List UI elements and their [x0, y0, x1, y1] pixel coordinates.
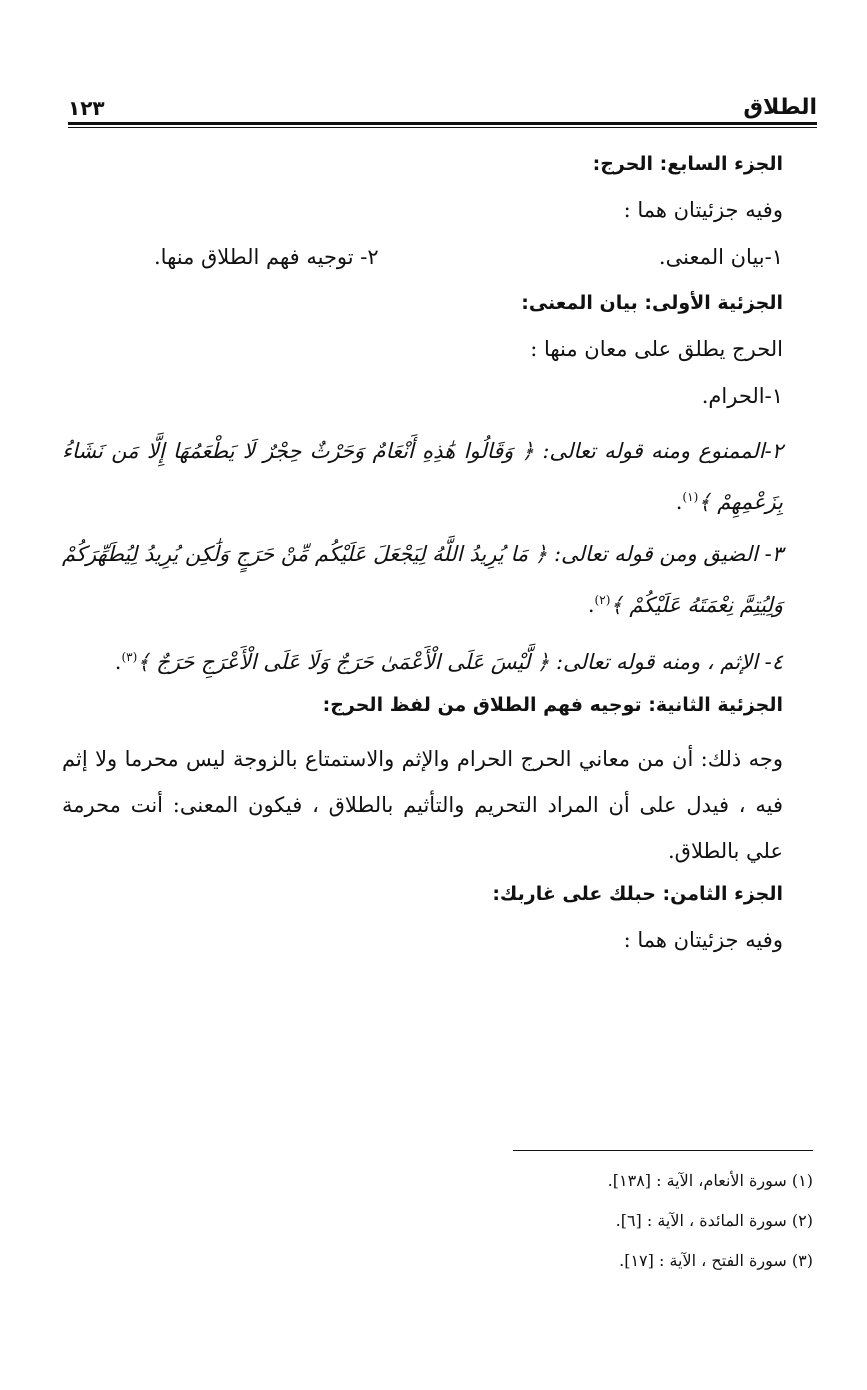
meaning-4-text: ٤- الإثم ، ومنه قوله تعالى: ﴿ لَّيْسَ عَلَى الْأَعْمَىٰ حَرَجٌ وَلَا عَلَى الْأَعْرَجِ حَرَجٌ ﴾ [137, 650, 783, 674]
footnote-2: (٢) سورة المائدة ، الآية : [٦]. [615, 1211, 813, 1230]
subsection-heading-2: الجزئية الثانية: توجيه فهم الطلاق من لفظ الحرج: [322, 694, 783, 716]
footnote-1: (١) سورة الأنعام، الآية : [١٣٨]. [607, 1171, 813, 1190]
subsection-heading-1: الجزئية الأولى: بيان المعنى: [521, 292, 783, 314]
intro-line: وفيه جزئيتان هما : [623, 198, 783, 222]
meaning-1: ١-الحرام. [701, 384, 783, 408]
main-text [62, 150, 783, 972]
list-item-1: ١-بيان المعنى. [658, 245, 783, 269]
meaning-4: ٤- الإثم ، ومنه قوله تعالى: ﴿ لَّيْسَ عَلَى الْأَعْمَىٰ حَرَجٌ وَلَا عَلَى الْأَعْرَجِ حَرَجٌ ﴾$^{(٣)}$. [114, 650, 783, 674]
section-heading-8: الجزء الثامن: حبلك على غاربك: [492, 883, 783, 905]
footnote-separator [513, 1150, 813, 1151]
footnote-ref-3: (٣) [121, 650, 138, 664]
meaning-3-text: ٣- الضيق ومن قوله تعالى: ﴿ مَا يُرِيدُ اللَّهُ لِيَجْعَلَ عَلَيْكُم مِّنْ حَرَجٍ وَلَٰكِن يُرِيدُ لِيُطَهِّرَكُمْ وَلِيُتِمَّ نِعْمَتَهُ عَلَيْكُمْ ﴾ [62, 542, 783, 617]
footnote-3: (٣) سورة الفتح ، الآية : [١٧]. [619, 1251, 813, 1270]
list-item-2: ٢- توجيه فهم الطلاق منها. [154, 245, 379, 269]
subsections-list [62, 242, 783, 272]
running-title: الطلاق [743, 95, 817, 120]
explanation-paragraph: وجه ذلك: أن من معاني الحرج الحرام والإثم والاستمتاع بالزوجة ليس محرما ولا إثم فيه ، فيدل على أن المراد التحريم والتأثيم بالطلاق ، فيكون المعنى: أنت محرمة علي بالطلاق. [62, 747, 783, 863]
meanings-intro: الحرج يطلق على معان منها : [530, 337, 783, 361]
header-rule-thin [68, 127, 817, 128]
section-heading-7: الجزء السابع: الحرج: [592, 153, 783, 175]
meaning-2-text: ٢-الممنوع ومنه قوله تعالى: ﴿ وَقَالُوا هَٰذِهِ أَنْعَامٌ وَحَرْثٌ حِجْرٌ لَا يَطْعَمُهَا إِلَّا مَن نَشَاءُ بِزَعْمِهِمْ ﴾ [62, 439, 783, 514]
meaning-2: ٢-الممنوع ومنه قوله تعالى: ﴿ وَقَالُوا هَٰذِهِ أَنْعَامٌ وَحَرْثٌ حِجْرٌ لَا يَطْعَمُهَا إِلَّا مَن نَشَاءُ بِزَعْمِهِمْ ﴾$^{(١)}$. [62, 439, 783, 514]
footnote-ref-1: (١) [682, 490, 699, 504]
page-header [68, 84, 817, 120]
footnotes [60, 1150, 813, 1289]
page-number: ١٢٣ [68, 96, 105, 120]
meaning-3: ٣- الضيق ومن قوله تعالى: ﴿ مَا يُرِيدُ اللَّهُ لِيَجْعَلَ عَلَيْكُم مِّنْ حَرَجٍ وَلَٰكِن يُرِيدُ لِيُطَهِّرَكُمْ وَلِيُتِمَّ نِعْمَتَهُ عَلَيْكُمْ ﴾$^{(٢)}$. [62, 542, 783, 617]
footnote-ref-2: (٢) [594, 593, 611, 607]
header-rule-thick [68, 122, 817, 125]
intro-line-2: وفيه جزئيتان هما : [623, 928, 783, 952]
